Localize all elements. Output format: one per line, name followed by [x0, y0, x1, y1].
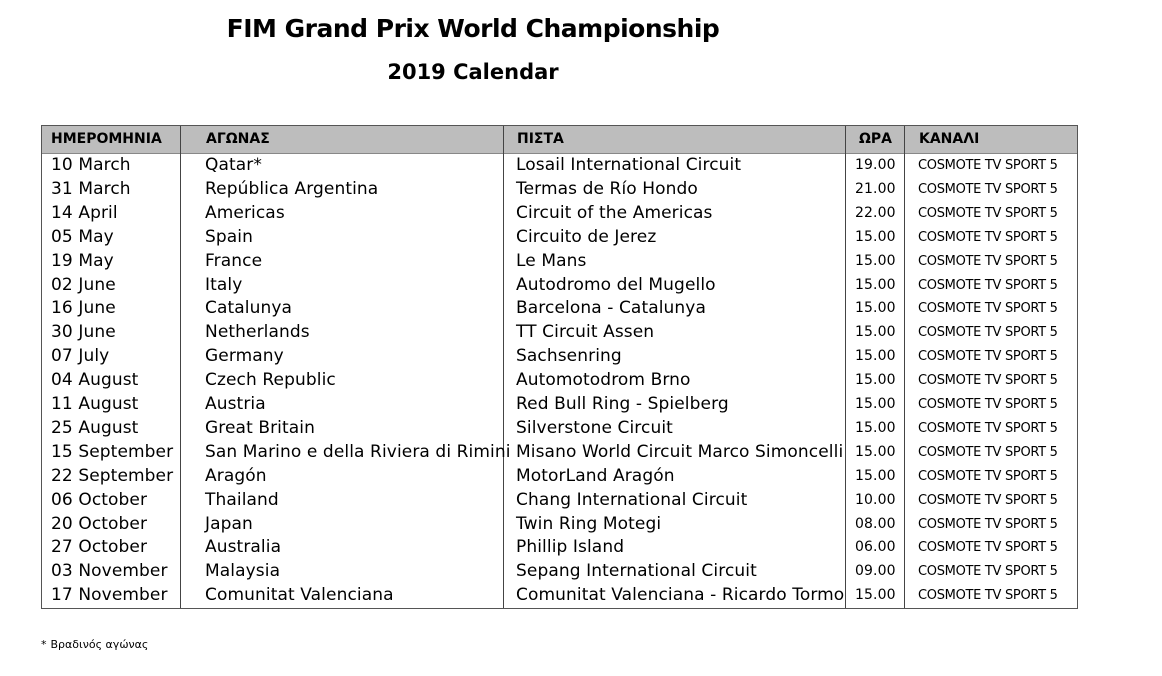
cell-track: Sepang International Circuit — [516, 561, 757, 582]
cell-race: Australia — [205, 537, 282, 558]
cell-channel: COSMOTE TV SPORT 5 — [918, 205, 1058, 221]
cell-time: 19.00 — [855, 157, 896, 173]
cell-track: Sachsenring — [516, 346, 622, 367]
cell-track: Losail International Circuit — [516, 155, 742, 175]
cell-track: Circuito de Jerez — [516, 226, 657, 247]
cell-channel: COSMOTE TV SPORT 5 — [918, 325, 1058, 341]
table-row — [42, 177, 1077, 201]
cell-time: 15.00 — [855, 300, 896, 317]
cell-date: 14 April — [51, 202, 118, 223]
cell-race: Qatar* — [205, 155, 262, 175]
cell-channel: COSMOTE TV SPORT 5 — [918, 564, 1058, 580]
cell-date: 05 May — [51, 226, 114, 247]
cell-track: Silverstone Circuit — [516, 417, 673, 438]
table-row — [42, 512, 1077, 536]
table-row — [42, 583, 1077, 607]
cell-track: Phillip Island — [516, 537, 625, 558]
cell-race: Czech Republic — [205, 370, 336, 391]
table-row — [42, 201, 1077, 225]
cell-time: 15.00 — [855, 276, 896, 293]
header-channel: ΚΑΝΑΛΙ — [919, 131, 980, 147]
cell-race: Malaysia — [205, 561, 281, 582]
cell-date: 16 June — [51, 298, 116, 319]
cell-race: Japan — [205, 513, 253, 534]
table-row — [42, 368, 1077, 392]
cell-race: Netherlands — [205, 322, 310, 343]
cell-time: 06.00 — [855, 539, 896, 556]
cell-time: 08.00 — [855, 515, 896, 532]
cell-time: 09.00 — [855, 563, 896, 580]
table-row — [42, 440, 1077, 464]
cell-date: 17 November — [51, 585, 168, 606]
cell-track: Twin Ring Motegi — [516, 513, 662, 534]
cell-time: 15.00 — [855, 324, 896, 341]
table-row — [42, 225, 1077, 249]
cell-race: Catalunya — [205, 298, 293, 319]
cell-race: República Argentina — [205, 178, 379, 199]
cell-track: Comunitat Valenciana - Ricardo Tormo — [516, 585, 845, 606]
cell-race: Austria — [205, 394, 266, 414]
cell-channel: COSMOTE TV SPORT 5 — [918, 158, 1058, 173]
table-row — [42, 464, 1077, 488]
cell-date: 07 July — [51, 346, 110, 367]
page-subtitle: 2019 Calendar — [387, 60, 559, 84]
cell-date: 31 March — [51, 178, 131, 199]
cell-date: 19 May — [51, 250, 114, 271]
cell-channel: COSMOTE TV SPORT 5 — [918, 444, 1058, 460]
cell-date: 04 August — [51, 370, 139, 391]
cell-race: Americas — [205, 202, 285, 223]
cell-date: 06 October — [51, 489, 148, 510]
cell-time: 15.00 — [855, 252, 896, 269]
table-row — [42, 320, 1077, 344]
cell-time: 10.00 — [855, 491, 896, 508]
cell-track: Red Bull Ring - Spielberg — [516, 394, 729, 414]
header-race: ΑΓΩΝΑΣ — [206, 131, 270, 147]
cell-track: Termas de Río Hondo — [516, 178, 698, 199]
cell-race: Comunitat Valenciana — [205, 585, 394, 606]
cell-time: 15.00 — [855, 396, 896, 412]
cell-date: 10 March — [51, 155, 131, 175]
cell-time: 15.00 — [855, 419, 896, 436]
footnote-marker: * — [41, 638, 47, 651]
cell-date: 11 August — [51, 394, 139, 414]
cell-track: Chang International Circuit — [516, 489, 748, 510]
cell-channel: COSMOTE TV SPORT 5 — [918, 420, 1058, 436]
cell-date: 20 October — [51, 513, 148, 534]
cell-channel: COSMOTE TV SPORT 5 — [918, 181, 1058, 197]
cell-race: Italy — [205, 274, 243, 295]
cell-channel: COSMOTE TV SPORT 5 — [918, 301, 1058, 317]
calendar-table — [41, 125, 1078, 609]
cell-date: 15 September — [51, 441, 174, 462]
cell-channel: COSMOTE TV SPORT 5 — [918, 516, 1058, 532]
footnote-text: Βραδινός αγώνας — [50, 638, 149, 651]
table-row — [42, 535, 1077, 559]
cell-date: 30 June — [51, 322, 116, 343]
table-row — [42, 488, 1077, 512]
cell-channel: COSMOTE TV SPORT 5 — [918, 492, 1058, 508]
cell-track: TT Circuit Assen — [516, 322, 655, 343]
table-header — [42, 126, 1077, 154]
table-row — [42, 153, 1077, 177]
cell-channel: COSMOTE TV SPORT 5 — [918, 468, 1058, 484]
cell-channel: COSMOTE TV SPORT 5 — [918, 277, 1058, 293]
cell-track: MotorLand Aragón — [516, 465, 675, 486]
cell-time: 15.00 — [855, 587, 896, 604]
cell-date: 27 October — [51, 537, 148, 558]
cell-time: 15.00 — [855, 372, 896, 389]
page-title: FIM Grand Prix World Championship — [226, 14, 720, 43]
cell-channel: COSMOTE TV SPORT 5 — [918, 229, 1058, 245]
cell-track: Circuit of the Americas — [516, 202, 713, 223]
cell-race: Germany — [205, 346, 284, 367]
cell-race: Spain — [205, 226, 253, 247]
cell-channel: COSMOTE TV SPORT 5 — [918, 540, 1058, 556]
cell-track: Misano World Circuit Marco Simoncelli — [516, 441, 844, 462]
cell-race: San Marino e della Riviera di Rimini — [205, 441, 511, 462]
table-row — [42, 559, 1077, 583]
cell-track: Automotodrom Brno — [516, 370, 691, 391]
table-row — [42, 416, 1077, 440]
cell-date: 03 November — [51, 561, 168, 582]
cell-race: Thailand — [205, 489, 279, 510]
cell-time: 22.00 — [855, 204, 896, 221]
cell-date: 22 September — [51, 465, 174, 486]
cell-time: 21.00 — [855, 180, 896, 197]
cell-date: 02 June — [51, 274, 116, 295]
table-row — [42, 273, 1077, 297]
cell-track: Autodromo del Mugello — [516, 274, 716, 295]
header-date: ΗΜΕΡΟΜΗΝΙΑ — [51, 131, 162, 147]
cell-race: Great Britain — [205, 417, 315, 438]
cell-channel: COSMOTE TV SPORT 5 — [918, 349, 1058, 365]
table-row — [42, 296, 1077, 320]
cell-time: 15.00 — [855, 467, 896, 484]
cell-date: 25 August — [51, 417, 139, 438]
cell-time: 15.00 — [855, 443, 896, 460]
cell-channel: COSMOTE TV SPORT 5 — [918, 588, 1058, 604]
cell-time: 15.00 — [855, 348, 896, 365]
cell-race: France — [205, 250, 263, 271]
cell-channel: COSMOTE TV SPORT 5 — [918, 373, 1058, 389]
header-track: ΠΙΣΤΑ — [517, 131, 564, 147]
table-row — [42, 249, 1077, 273]
cell-channel: COSMOTE TV SPORT 5 — [918, 253, 1058, 269]
cell-race: Aragón — [205, 465, 267, 486]
cell-track: Barcelona - Catalunya — [516, 298, 706, 319]
table-row — [42, 392, 1077, 416]
footnote — [41, 638, 148, 651]
cell-channel: COSMOTE TV SPORT 5 — [918, 397, 1058, 412]
cell-time: 15.00 — [855, 228, 896, 245]
header-time: ΩΡΑ — [859, 131, 892, 147]
table-row — [42, 344, 1077, 368]
cell-track: Le Mans — [516, 250, 587, 271]
